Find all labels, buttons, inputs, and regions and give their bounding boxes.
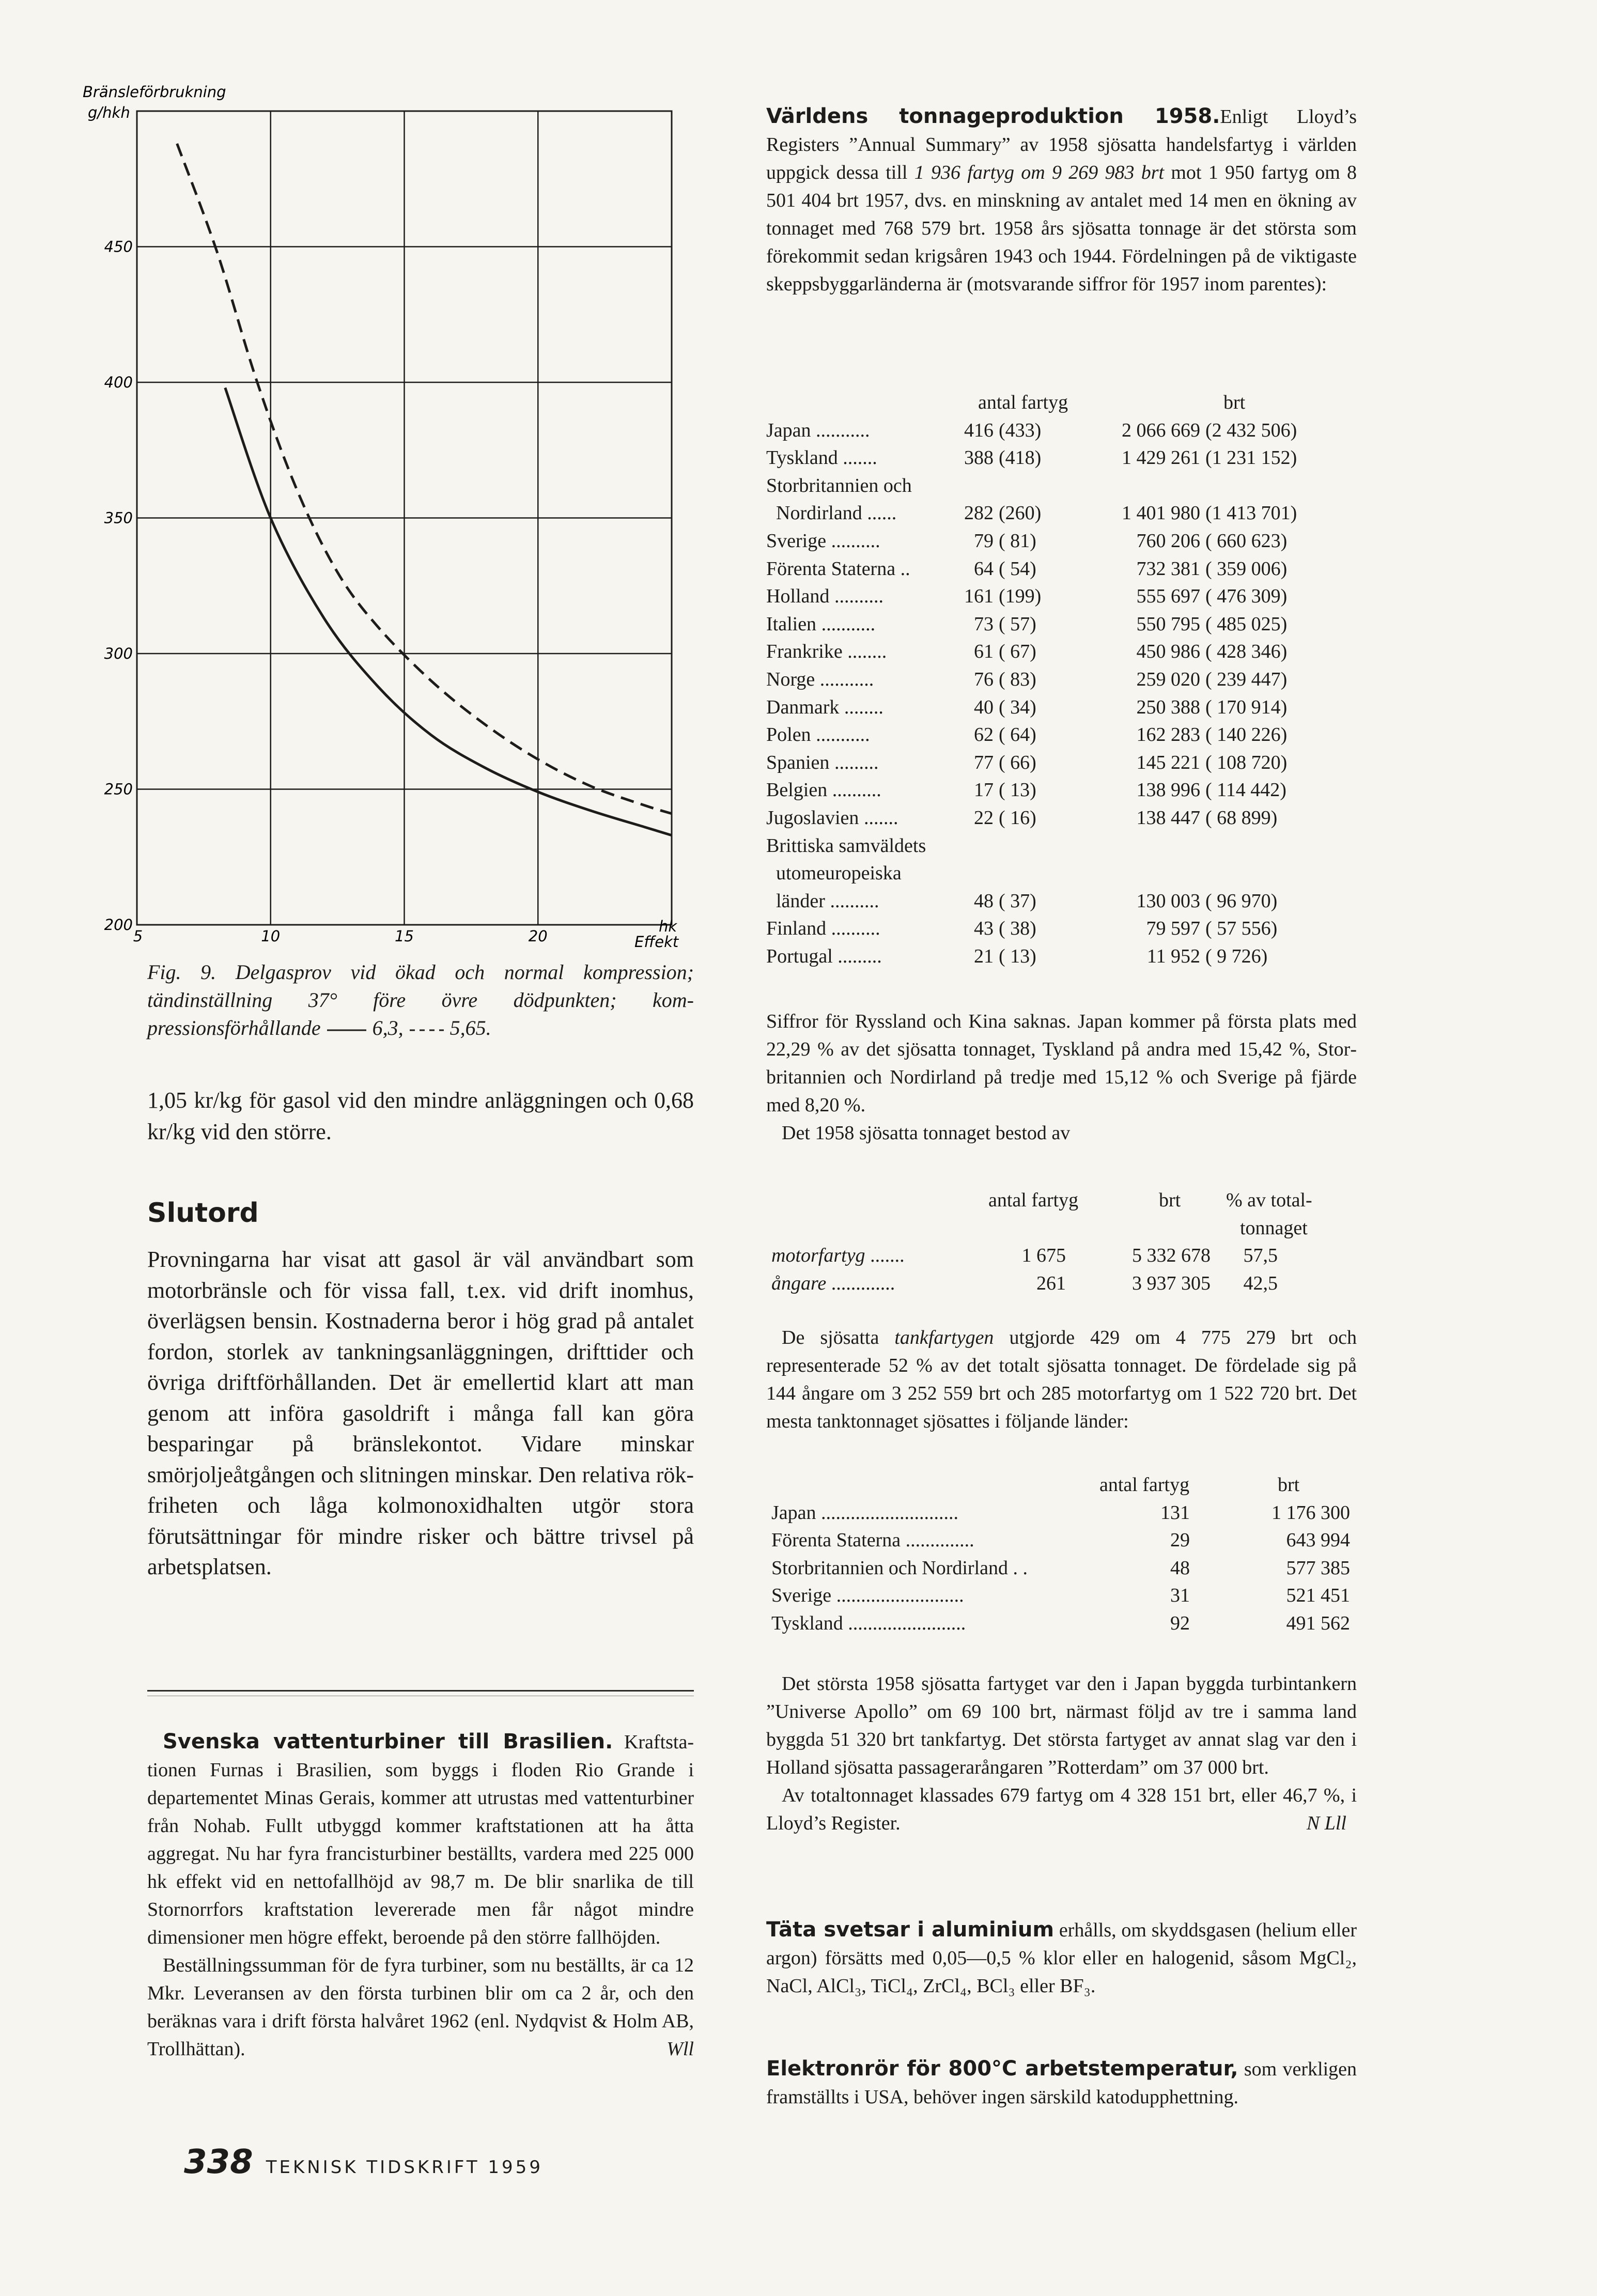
country-name: Brittiska samväldets (766, 834, 926, 857)
country-cell (771, 1527, 974, 1555)
column-divider (147, 1690, 694, 1692)
ships-count-1957: ( 54) (999, 557, 1036, 580)
brt-value: 250 388 (1136, 696, 1200, 718)
composition-intro: Det 1958 sjösatta tonnaget bestod av (782, 1122, 1071, 1144)
weld-article-text: erhålls, om skyddsgasen (helium eller argon) försätts med 0,05—0,5 % klor eller en halogenid, såsom MgCl₂, NaCl, AlCl₃, TiCl₄, ZrCl₄, BCl₃ eller BF₃. (766, 1919, 1357, 1997)
leader-dots: .......................... (831, 1585, 964, 1607)
ships-count: 17 (974, 779, 994, 801)
table-header (766, 1471, 1357, 1499)
country-cell (766, 915, 880, 943)
journal-name: TEKNISK TIDSKRIFT 1959 (266, 2157, 543, 2178)
header-pct-line2: tonnaget (1240, 1217, 1308, 1239)
y-tick-label: 200 (104, 916, 133, 934)
leader-dots: .......... (827, 779, 881, 801)
country-name: Nordirland (766, 502, 862, 524)
ships-count: 388 (964, 447, 994, 469)
country-cell (766, 528, 880, 555)
brt-value-1957: ( 114 442) (1205, 779, 1286, 801)
country-cell (766, 694, 883, 722)
ships-count: 79 (974, 530, 994, 552)
turbine-article-text-2-body: Beställningssumman för de fyra turbiner, som nu beställts, är ca 12 Mkr. Leveransen av den första turbinen blir om ca 2 år, och den beräknas vara i drift första halvåret 1962 (enl. Nydqvist & Holm AB, Trollhättan). (147, 1954, 694, 2060)
caption-dashed-value: 5,65. (449, 1016, 491, 1040)
country-name: Tyskland (766, 447, 838, 469)
leader-dots: . . (1008, 1557, 1028, 1579)
country-cell (766, 638, 887, 666)
leader-dots: ......... (829, 751, 879, 773)
country-cell (766, 611, 875, 639)
brt-value: 491 562 (1286, 1612, 1350, 1634)
header-antal-fartyg: antal fartyg (988, 1189, 1079, 1211)
ships-count: 48 (974, 890, 994, 912)
brt-value: 138 996 (1136, 779, 1200, 801)
country-cell (766, 472, 912, 500)
table-header (766, 389, 1357, 417)
leader-dots: ....... (838, 447, 877, 469)
brt-value-1957: ( 96 970) (1205, 890, 1278, 912)
brt-value-1957: ( 485 025) (1205, 613, 1288, 635)
share-paragraph: Siffror för Ryssland och Kina saknas. Japan kommer på första plats med 22,29 % av det sjösatta tonnaget, Tyskland på andra med 15,42 %, Storbritannien och Nordirland på tredje med 15,12 % och Sverige på fjärde med 8,20 %. (766, 1011, 1357, 1116)
figure-caption-text: Fig. 9. Delgasprov vid ökad och normal kompression; tändinställning 37° före övre dödpunkten; kompressionsförhållande (147, 960, 694, 1040)
header-antal-fartyg: antal fartyg (1099, 1474, 1190, 1496)
country-cell (766, 943, 882, 971)
country-cell (771, 1499, 958, 1527)
ships-count: 22 (974, 806, 994, 829)
ships-count: 29 (1170, 1529, 1190, 1552)
country-cell (766, 444, 877, 472)
y-tick-label: 450 (104, 238, 133, 256)
chart-xlabel-line2: Effekt (634, 933, 679, 951)
country-name: Belgien (766, 779, 828, 801)
country-name: utomeuropeiska (766, 862, 902, 885)
table-row (766, 638, 1357, 666)
ships-count: 21 (974, 945, 994, 967)
ships-count: 131 (1160, 1501, 1190, 1524)
country-cell (766, 888, 879, 916)
table-row (766, 1527, 1357, 1555)
country-cell (766, 500, 896, 528)
leader-dots: .............. (901, 1529, 974, 1552)
ships-count: 61 (974, 641, 994, 663)
section-heading-slutord: Slutord (147, 1198, 259, 1229)
chart-series (177, 144, 672, 835)
table-row (766, 915, 1357, 943)
table-row (766, 583, 1357, 611)
chart-ylabel-line2: g/hkh (88, 104, 130, 121)
leader-dots: ....... (859, 806, 898, 829)
type-cell (771, 1270, 895, 1298)
brt-value: 79 597 (1146, 918, 1200, 940)
table-row (766, 444, 1357, 472)
dashed-line-legend (409, 1027, 445, 1034)
brt-value: 162 283 (1136, 724, 1200, 746)
leader-dots: .......... (826, 530, 880, 552)
brt-value-1957: ( 170 914) (1205, 696, 1288, 718)
country-name: Polen (766, 724, 811, 746)
brt-value: 11 952 (1146, 945, 1200, 967)
country-name: Sverige (766, 530, 827, 552)
brt-value: 550 795 (1136, 613, 1200, 635)
table-row (766, 1499, 1357, 1527)
table-row (766, 1582, 1357, 1610)
country-cell (771, 1582, 964, 1610)
table-row (766, 860, 1357, 888)
table-row (766, 1610, 1357, 1638)
brt-value-1957: ( 660 623) (1205, 530, 1288, 552)
turbine-article-text-2 (147, 1951, 694, 2063)
brt-value-1957: ( 68 899) (1205, 806, 1278, 829)
country-cell (766, 777, 881, 804)
y-tick-label: 250 (104, 780, 133, 798)
conclusion-paragraph: Provningarna har visat att gasol är väl användbart som motorbränsle och för vissa fall, t.ex. vid drift inomhus, överlägsen bensin. Kostnaderna beror i hög grad på antalet fordon, storlek av tankningsanläggningen, drifttider och övriga driftförhållanden. Det är emellertid klart att man genom att införa gasoldrift i många fall kan göra besparingar på bränslekontot. Vidare minskar smörjoljeåtgången och slitningen minskar. Den relativa rökfriheten och låga kolmonoxidhalten utgör stora förutsättningar för mindre risker och bättre trivsel på arbetsplatsen. (147, 1247, 694, 1579)
brt-value: 145 221 (1136, 751, 1200, 773)
brt-value: 521 451 (1286, 1585, 1350, 1607)
country-cell (766, 555, 910, 583)
country-cell (766, 417, 870, 445)
brt-value: 259 020 (1136, 668, 1200, 690)
brt-value-1957: ( 359 006) (1205, 557, 1288, 580)
ships-count: 43 (974, 918, 994, 940)
ships-count: 73 (974, 613, 994, 635)
country-name: Jugoslavien (766, 806, 859, 829)
leader-dots: ........ (839, 696, 883, 718)
ships-count-1957: ( 67) (999, 641, 1036, 663)
country-cell (766, 749, 878, 777)
turbine-article-title: Svenska vattenturbiner till Brasilien. (163, 1730, 613, 1754)
tonnage-intro-b: mot 1 950 fartyg om 8 501 404 brt 1957, dvs. en minskning av antalet med 14 men en ökning av tonnaget med 768 579 brt. 1958 års sjösatta tonnage är det största som förekommit sedan krigsåren 1943 och 1944. Fördelningen på de viktigaste skeppsbyggarländerna är (motsvarande siffror för 1957 inom parentes): (766, 162, 1357, 295)
table-row (766, 1242, 1357, 1270)
caption-solid-value: 6,3, (372, 1016, 404, 1040)
fuel-consumption-chart (83, 77, 703, 971)
page-number: 338 (184, 2143, 253, 2181)
table-row (766, 943, 1357, 971)
x-tick-label: 10 (261, 927, 281, 945)
weld-article-title: Täta svetsar i aluminium (766, 1918, 1055, 1942)
lloyds-paragraph-text: Av totaltonnaget klassades 679 fartyg om 4 328 151 brt, eller 46,7 %, i Lloyd’s Register. (766, 1785, 1357, 1834)
table-row (766, 611, 1357, 639)
country-cell (766, 804, 898, 832)
table-row (766, 1555, 1357, 1583)
tonnage-by-country-table (766, 389, 1357, 970)
brt-value-1957: ( 108 720) (1205, 751, 1288, 773)
series-line-6-3 (225, 388, 672, 835)
brt-value: 1 176 300 (1272, 1501, 1350, 1524)
table-row (766, 666, 1357, 694)
ship-type: motorfartyg (771, 1245, 865, 1267)
leader-dots: ........................ (843, 1612, 966, 1634)
x-tick-label: 5 (133, 927, 143, 945)
country-name: Storbritannien och (766, 474, 912, 497)
ships-count: 77 (974, 751, 994, 773)
chart-grid (137, 111, 672, 925)
brt-value: 138 447 (1136, 806, 1200, 829)
ships-count: 92 (1170, 1612, 1190, 1634)
tonnage-intro-emphasis: 1 936 fartyg om 9 269 983 brt (914, 162, 1165, 183)
x-tick-label: 15 (395, 927, 414, 945)
leader-dots: ........... (816, 613, 876, 635)
tonnage-intro-a: Enligt Lloyd’s Registers ”Annual Summary” av 1958 sjösatta handelsfartyg i världen uppgick dessa till (766, 106, 1357, 183)
country-cell (766, 583, 883, 611)
country-name: Finland (766, 918, 827, 940)
leader-dots: ........... (815, 668, 874, 690)
header-pct-line1: % av total- (1226, 1189, 1312, 1211)
brt-value: 760 206 (1136, 530, 1200, 552)
ships-count: 161 (964, 585, 994, 608)
table-row (766, 555, 1357, 583)
country-name: Frankrike (766, 641, 843, 663)
ships-count-1957: (260) (999, 502, 1042, 524)
brt-value: 3 937 305 (1132, 1272, 1211, 1294)
country-name: Förenta Staterna (771, 1529, 901, 1552)
country-cell (771, 1555, 1028, 1583)
ships-count: 62 (974, 724, 994, 746)
leader-dots: ........... (811, 419, 870, 441)
ships-count: 64 (974, 557, 994, 580)
ships-count: 282 (964, 502, 994, 524)
brt-value-1957: ( 9 726) (1205, 945, 1268, 967)
type-cell (771, 1242, 905, 1270)
header-brt: brt (1278, 1474, 1300, 1496)
turbine-article-text: Kraftstationen Furnas i Brasilien, som byggs i floden Rio Grande i departementet Minas Gerais, kommer att utrustas med vattenturbiner från Nohab. Fullt utbyggd kommer kraftstationen att ha åtta aggregat. Nu har fyra francisturbiner beställts, vardera med 225 000 hk effekt vid en nettofallhöjd av 98,7 m. De blir snarlika de till Stornorrfors kraftstation levererade men får något mindre dimensioner men högre effekt, beroende på den större fallhöjden. (147, 1731, 694, 1948)
ships-count-1957: ( 81) (999, 530, 1036, 552)
ship-type-table (766, 1187, 1357, 1297)
table-header-line2 (766, 1215, 1357, 1243)
brt-value-1957: ( 140 226) (1205, 724, 1288, 746)
ships-count-1957: ( 37) (999, 890, 1036, 912)
brt-value: 555 697 (1136, 585, 1200, 608)
leader-dots: .. (895, 557, 910, 580)
brt-value: 643 994 (1286, 1529, 1350, 1552)
leader-dots: ............................ (816, 1501, 959, 1524)
header-brt: brt (1223, 392, 1246, 413)
leader-dots: .......... (825, 890, 879, 912)
brt-value: 2 066 669 (1122, 419, 1200, 441)
ships-count: 261 (1036, 1272, 1066, 1294)
tanker-by-country-table (766, 1471, 1357, 1638)
percent-share: 42,5 (1243, 1272, 1278, 1294)
country-name: Tyskland (771, 1612, 843, 1634)
ships-count: 76 (974, 668, 994, 690)
turbine-article-signature: Wll (666, 2038, 694, 2060)
country-name: Sverige (771, 1585, 832, 1607)
country-name: Italien (766, 613, 817, 635)
table-row (766, 1270, 1357, 1298)
ships-count-1957: ( 13) (999, 945, 1036, 967)
brt-value-1957: ( 57 556) (1205, 918, 1278, 940)
leader-dots: ........ (842, 641, 887, 663)
brt-value: 130 003 (1136, 890, 1200, 912)
ships-count-1957: ( 34) (999, 696, 1036, 718)
table-row (766, 694, 1357, 722)
country-cell (771, 1610, 966, 1638)
ships-count-1957: ( 38) (999, 918, 1036, 940)
ships-count: 1 675 (1021, 1245, 1066, 1267)
y-tick-label: 300 (104, 645, 133, 662)
brt-value: 1 429 261 (1122, 447, 1200, 469)
country-name: Danmark (766, 696, 840, 718)
table-row (766, 472, 1357, 500)
table-row (766, 804, 1357, 832)
leader-dots: ....... (865, 1245, 905, 1267)
tube-article-text: som verkligen framställts i USA, behöver ingen särskild katodupphettning. (766, 2058, 1357, 2108)
page-footer (184, 2143, 543, 2181)
brt-value: 5 332 678 (1132, 1245, 1211, 1267)
header-antal-fartyg: antal fartyg (978, 392, 1068, 413)
table-row (766, 888, 1357, 916)
leader-dots: .......... (829, 585, 883, 608)
table-row (766, 749, 1357, 777)
country-name: Japan (766, 419, 811, 441)
ships-count-1957: (418) (999, 447, 1042, 469)
ships-count-1957: (433) (999, 419, 1042, 441)
country-name: Japan (771, 1501, 816, 1524)
ships-count-1957: (199) (999, 585, 1042, 608)
country-name: länder (766, 890, 825, 912)
brt-value-1957: (1 231 152) (1205, 447, 1297, 469)
ships-count: 31 (1170, 1585, 1190, 1607)
series-line-5-65 (177, 144, 672, 814)
table-row (766, 777, 1357, 804)
percent-share: 57,5 (1243, 1245, 1278, 1267)
brt-value-1957: ( 239 447) (1205, 668, 1288, 690)
country-name: Spanien (766, 751, 830, 773)
country-name: Holland (766, 585, 830, 608)
country-name: Norge (766, 668, 815, 690)
brt-value-1957: ( 476 309) (1205, 585, 1288, 608)
brt-value: 732 381 (1136, 557, 1200, 580)
tube-article-title: Elektronrör för 800°C arbetstemperatur, (766, 2057, 1238, 2081)
brt-value-1957: ( 428 346) (1205, 641, 1288, 663)
leader-dots: .......... (826, 918, 880, 940)
tonnage-article-title: Världens tonnageproduktion 1958. (766, 104, 1220, 128)
solid-line-legend (326, 1027, 367, 1034)
brt-value-1957: (2 432 506) (1205, 419, 1297, 441)
country-cell (766, 666, 874, 694)
ships-count-1957: ( 66) (999, 751, 1036, 773)
chart-x-tick-labels (133, 927, 548, 945)
ships-count-1957: ( 83) (999, 668, 1036, 690)
tanker-para-b: utgjorde 429 om 4 775 279 brt och representerade 52 % av det totalt sjösatta tonnaget. De fördelade sig på 144 ångare om 3 252 559 brt och 285 motorfartyg om 1 522 720 brt. Det mesta tanktonnaget sjösattes i följande länder: (766, 1327, 1357, 1432)
y-tick-label: 400 (104, 374, 133, 391)
chart-xlabel-line1: hk (659, 918, 677, 935)
lloyds-paragraph (766, 1781, 1357, 1837)
country-cell (766, 860, 902, 888)
brt-value-1957: (1 413 701) (1205, 502, 1297, 524)
country-cell (766, 832, 926, 860)
ships-count: 416 (964, 419, 994, 441)
x-tick-label: 20 (528, 927, 548, 945)
tanker-para-emphasis: tankfartygen (894, 1327, 994, 1348)
table-row (766, 528, 1357, 555)
table-header (766, 1187, 1357, 1215)
ship-type: ångare (771, 1272, 827, 1294)
ships-count: 48 (1170, 1557, 1190, 1579)
header-brt: brt (1159, 1189, 1181, 1211)
country-name: Förenta Staterna (766, 557, 896, 580)
brt-value: 450 986 (1136, 641, 1200, 663)
leader-dots: ......... (832, 945, 882, 967)
tanker-para-a: De sjösatta (782, 1327, 879, 1348)
tonnage-signature: N Lll (1306, 1812, 1346, 1834)
brt-value: 1 401 980 (1122, 502, 1200, 524)
leader-dots: ...... (862, 502, 897, 524)
gas-price-paragraph: 1,05 kr/kg för gasol vid den mindre anläggningen och 0,68 kr/kg vid den större. (147, 1088, 694, 1144)
ships-count: 40 (974, 696, 994, 718)
ships-count-1957: ( 64) (999, 724, 1036, 746)
ships-count-1957: ( 13) (999, 779, 1036, 801)
largest-ship-paragraph: Det största 1958 sjösatta fartyget var den i Japan byggda turbintankern ”Universe Apollo” om 69 100 brt, närmast följd av tre i samma land byggda 51 320 brt tankfartyg. Det största fartyget av annat slag var den i Holland sjösatta passagerarångaren ”Rotterdam” om 37 000 brt. (766, 1673, 1357, 1778)
country-cell (766, 721, 870, 749)
figure-caption (147, 958, 694, 1042)
table-row (766, 721, 1357, 749)
chart-y-tick-labels (104, 238, 133, 934)
ships-count-1957: ( 16) (999, 806, 1036, 829)
leader-dots: ........... (811, 724, 870, 746)
leader-dots: ............. (826, 1272, 895, 1294)
country-name: Storbritannien och Nordirland (771, 1557, 1009, 1579)
chart-ylabel-line1: Bränsleförbrukning (83, 83, 226, 101)
y-tick-label: 350 (104, 509, 133, 527)
table-row (766, 832, 1357, 860)
table-row (766, 500, 1357, 528)
table-row (766, 417, 1357, 445)
brt-value: 577 385 (1286, 1557, 1350, 1579)
country-name: Portugal (766, 945, 833, 967)
ships-count-1957: ( 57) (999, 613, 1036, 635)
